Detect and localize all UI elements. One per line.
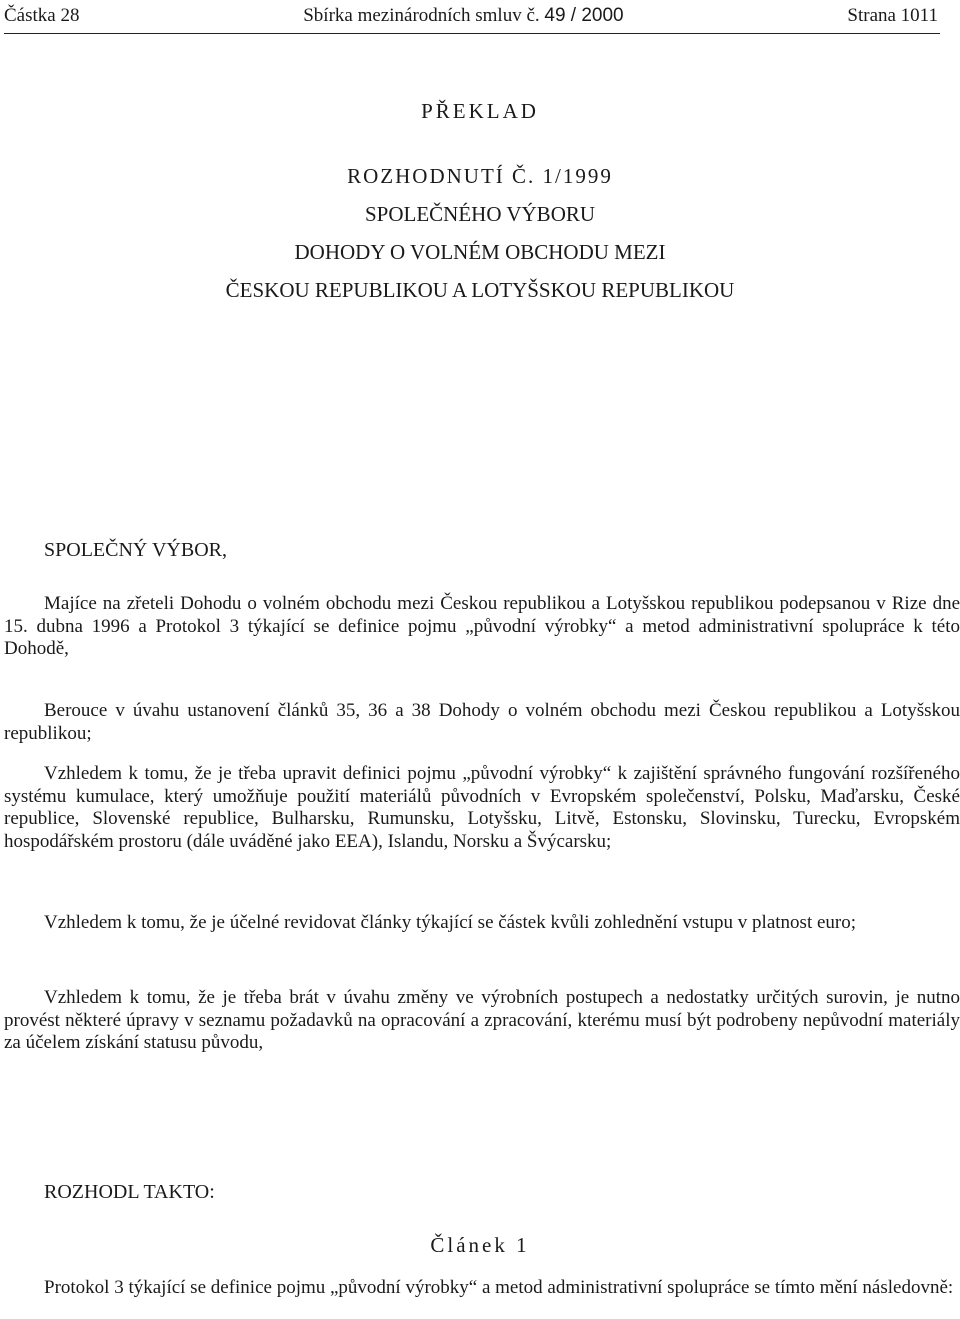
header-page-number: Strana 1011 <box>847 5 938 26</box>
committee-title: SPOLEČNÉHO VÝBORU <box>364 202 596 226</box>
agreement-title: DOHODY O VOLNÉM OBCHODU MEZI <box>294 240 666 264</box>
article-1-paragraph: Protokol 3 týkající se definice pojmu „původní výrobky“ a metod administrativní spolupráce se tímto mění následovně: <box>44 1277 954 1298</box>
committee-heading: SPOLEČNÝ VÝBOR, <box>44 539 227 561</box>
page-header <box>4 0 938 32</box>
decision-title: ROZHODNUTÍ Č. 1/1999 <box>347 164 613 188</box>
recital-paragraph-2: Berouce v úvahu ustanovení článků 35, 36 a 38 Dohody o volném obchodu mezi Českou republikou a Lotyšskou republikou; <box>4 700 960 744</box>
header-part-number: Částka 28 <box>4 5 80 26</box>
recital-paragraph-1: Majíce na zřeteli Dohodu o volném obchodu mezi Českou republikou a Lotyšskou republikou podepsanou v Rize dne 15. dubna 1996 a Protokol 3 týkající se definice pojmu „původní výrobky“ a metod administrativní spolupráce k této Dohodě, <box>4 593 960 659</box>
article-heading: Článek 1 <box>430 1233 530 1257</box>
recital-paragraph-5: Vzhledem k tomu, že je třeba brát v úvahu změny ve výrobních postupech a nedostatky určitých surovin, je nutno provést některé úpravy v seznamu požadavků na opracování a zpracování, kterému musí být podrobeny nepůvodní materiály za účelem získání statusu původu, <box>4 987 960 1053</box>
header-issue-number: 49 / 2000 <box>544 5 624 26</box>
parties-title: ČESKOU REPUBLIKOU A LOTYŠSKOU REPUBLIKOU <box>225 278 735 302</box>
recital-paragraph-3: Vzhledem k tomu, že je třeba upravit definici pojmu „původní výrobky“ k zajištění správného fungování rozšířeného systému kumulace, který umožňuje použití materiálů původních v Evropském společenství, Polsku, Maďarsku, České republice, Slovenské republice, Bulharsku, Rumunsku, Lotyšsku, Litvě, Estonsku, Slovinsku, Turecku, Evropském hospodářském prostoru (dále uváděné jako EEA), Islandu, Norsku a Švýcarsku; <box>4 763 960 852</box>
decided-heading: ROZHODL TAKTO: <box>44 1181 215 1203</box>
header-collection-name: Sbírka mezinárodních smluv č. <box>303 5 540 26</box>
header-divider <box>4 33 940 34</box>
header-collection-title <box>303 5 623 27</box>
recital-paragraph-4: Vzhledem k tomu, že je účelné revidovat články týkající se částek kvůli zohlednění vstupu v platnost euro; <box>44 912 857 933</box>
translation-label: PŘEKLAD <box>421 99 539 123</box>
